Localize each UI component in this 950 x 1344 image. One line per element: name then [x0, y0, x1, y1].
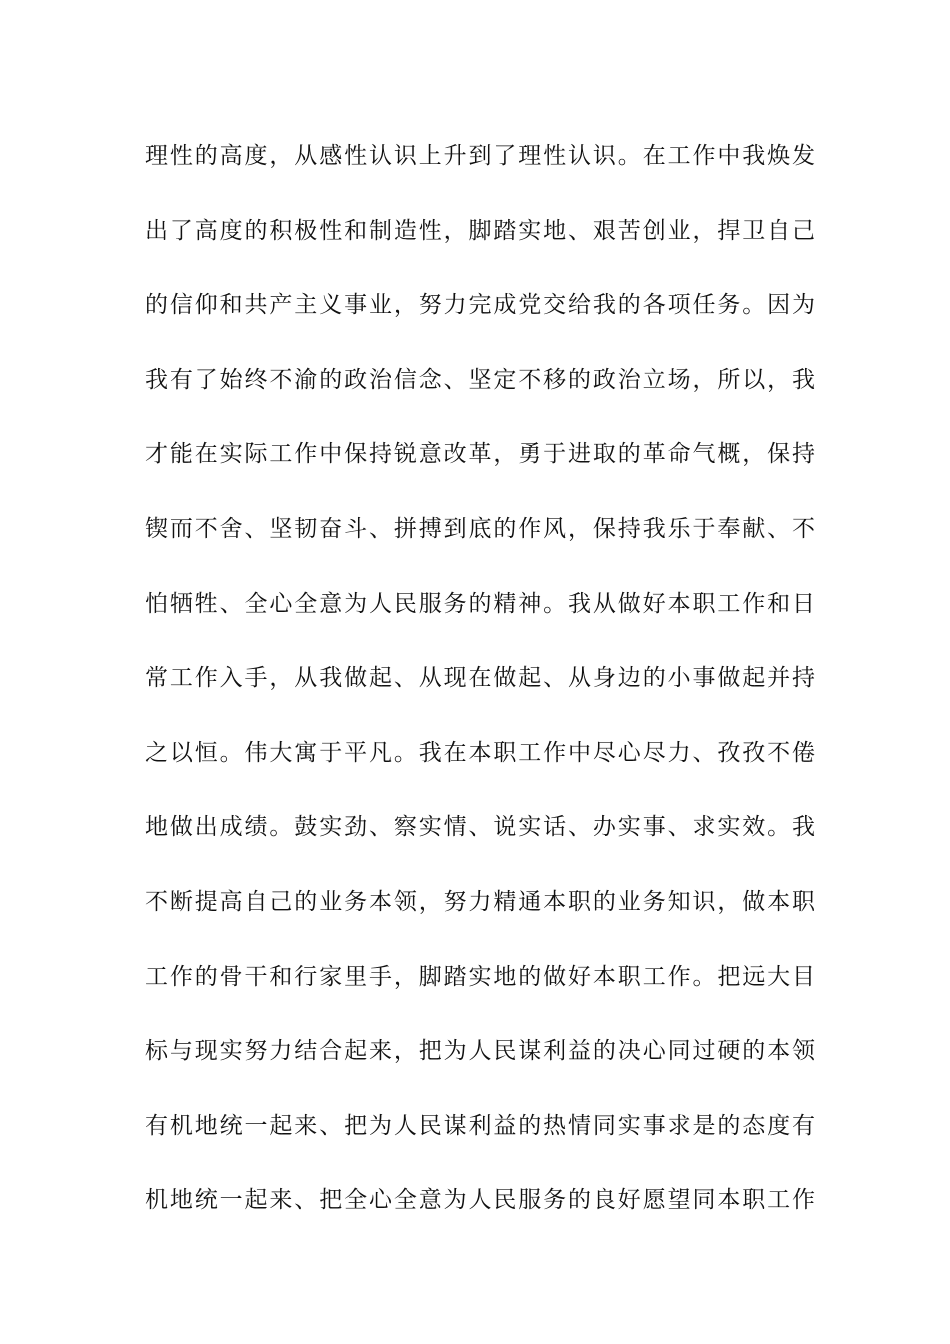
text-line: 我有了始终不渝的政治信念、坚定不移的政治立场，所以，我	[145, 366, 815, 393]
text-line: 出了高度的积极性和制造性，脚踏实地、艰苦创业，捍卫自己	[145, 217, 815, 244]
body-text	[145, 133, 815, 1252]
text-line: 怕牺牲、全心全意为人民服务的精神。我从做好本职工作和日	[145, 590, 815, 617]
text-line: 的信仰和共产主义事业，努力完成党交给我的各项任务。因为	[145, 292, 815, 319]
text-line: 机地统一起来、把全心全意为人民服务的良好愿望同本职工作	[145, 1187, 815, 1214]
text-line: 常工作入手，从我做起、从现在做起、从身边的小事做起并持	[145, 665, 815, 692]
text-line: 有机地统一起来、把为人民谋利益的热情同实事求是的态度有	[145, 1112, 815, 1139]
text-line: 才能在实际工作中保持锐意改革，勇于进取的革命气概，保持	[145, 441, 815, 468]
text-line: 之以恒。伟大寓于平凡。我在本职工作中尽心尽力、孜孜不倦	[145, 739, 815, 766]
text-line: 地做出成绩。鼓实劲、察实情、说实话、办实事、求实效。我	[145, 814, 815, 841]
text-line: 工作的骨干和行家里手，脚踏实地的做好本职工作。把远大目	[145, 963, 815, 990]
text-line: 标与现实努力结合起来，把为人民谋利益的决心同过硬的本领	[145, 1038, 815, 1065]
text-line: 锲而不舍、坚韧奋斗、拼搏到底的作风，保持我乐于奉献、不	[145, 515, 815, 542]
text-line: 不断提高自己的业务本领，努力精通本职的业务知识，做本职	[145, 888, 815, 915]
text-line: 理性的高度，从感性认识上升到了理性认识。在工作中我焕发	[145, 143, 815, 169]
